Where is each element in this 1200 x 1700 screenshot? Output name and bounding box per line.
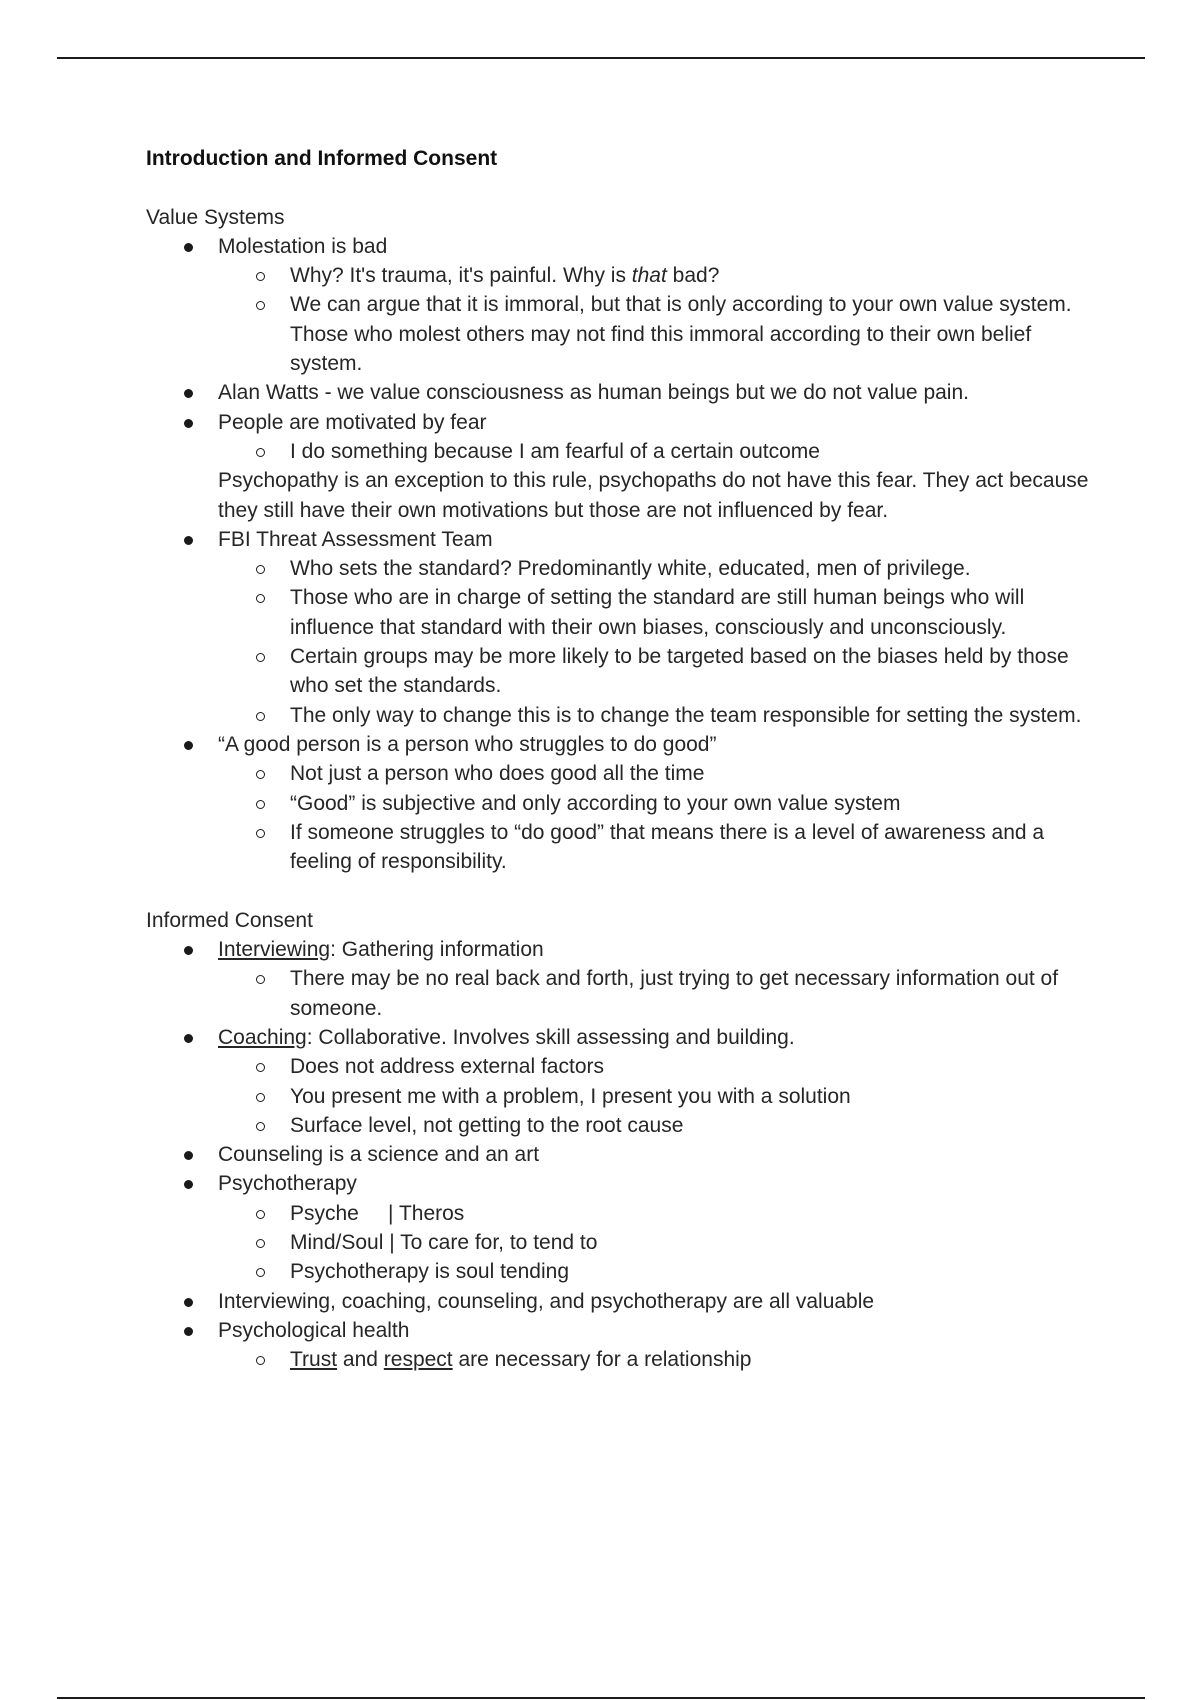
document-title: Introduction and Informed Consent xyxy=(146,147,498,170)
document-body xyxy=(146,144,1096,1374)
list-item-text: Who sets the standard? Predominantly white, educated, men of privilege. xyxy=(290,557,971,581)
sub-list xyxy=(218,964,1096,1023)
list-item-text: Mind/Soul | To care for, to tend to xyxy=(290,1230,598,1254)
sub-list xyxy=(218,1345,1096,1374)
sub-list-item xyxy=(218,583,1096,642)
sub-list xyxy=(218,759,1096,876)
sub-list-item xyxy=(218,818,1096,877)
list-item xyxy=(146,1316,1096,1375)
sub-list-item xyxy=(218,1228,1096,1257)
sub-list xyxy=(218,437,1096,466)
section-heading-informed-consent: Informed Consent xyxy=(146,908,313,932)
list-item-text: Alan Watts - we value consciousness as human beings but we do not value pain. xyxy=(218,381,969,405)
list-item-text: Psychological health xyxy=(218,1318,410,1342)
sub-list-item xyxy=(218,1082,1096,1111)
underlined-term: Trust xyxy=(290,1348,338,1372)
list-item-text: People are motivated by fear xyxy=(218,410,487,434)
sub-list-item xyxy=(218,759,1096,788)
sub-list-item xyxy=(218,642,1096,701)
list-item-text: Trust and respect are necessary for a relationship xyxy=(290,1348,752,1372)
list-item-text: I do something because I am fearful of a certain outcome xyxy=(290,439,820,463)
list-item-text: “A good person is a person who struggles to do good” xyxy=(218,732,717,756)
list-item-text: There may be no real back and forth, just trying to get necessary information out of someone. xyxy=(290,967,1059,1020)
list-item-text: We can argue that it is immoral, but that is only according to your own value system. Those who molest others may not find this immoral according to their own belief system. xyxy=(290,293,1072,376)
sub-list-item xyxy=(218,701,1096,730)
list-item xyxy=(146,1140,1096,1169)
sub-list-item xyxy=(218,964,1096,1023)
list-item-text: You present me with a problem, I present you with a solution xyxy=(290,1084,851,1108)
list-item-text: Psychotherapy xyxy=(218,1172,357,1196)
sub-list xyxy=(218,554,1096,730)
list-item-text: Coaching: Collaborative. Involves skill assessing and building. xyxy=(218,1025,795,1049)
list-item xyxy=(146,1169,1096,1286)
list-item xyxy=(146,1023,1096,1140)
list-item xyxy=(146,232,1096,378)
list-item xyxy=(146,730,1096,876)
list-item-text: Surface level, not getting to the root cause xyxy=(290,1113,684,1137)
value-systems-list xyxy=(146,232,1096,877)
sub-list-item xyxy=(218,554,1096,583)
sub-list-item xyxy=(218,789,1096,818)
list-item-text: If someone struggles to “do good” that means there is a level of awareness and a feeling of responsibility. xyxy=(290,820,1045,874)
list-item-text: Psychotherapy is soul tending xyxy=(290,1260,569,1284)
list-item-text: The only way to change this is to change the team responsible for setting the system. xyxy=(290,703,1082,727)
informed-consent-list xyxy=(146,935,1096,1374)
sub-list-item xyxy=(218,437,1096,466)
list-item-text: “Good” is subjective and only according to your own value system xyxy=(290,791,901,815)
list-item xyxy=(146,408,1096,525)
spacer xyxy=(146,173,1096,202)
sub-list-item xyxy=(218,261,1096,290)
underlined-term: respect xyxy=(383,1348,453,1372)
list-item-text: Molestation is bad xyxy=(218,234,388,258)
underlined-term: Coaching xyxy=(218,1025,307,1049)
sub-list xyxy=(218,261,1096,378)
list-item xyxy=(146,378,1096,407)
continuation-paragraph: Psychopathy is an exception to this rule, psychopaths do not have this fear. They act because they still have their own motivations but those are not influenced by fear. xyxy=(218,469,1089,522)
sub-list-item xyxy=(218,1052,1096,1081)
header-rule xyxy=(57,57,1145,59)
list-item-text: FBI Threat Assessment Team xyxy=(218,527,493,551)
list-item-text: Not just a person who does good all the time xyxy=(290,762,705,786)
list-item-text: Counseling is a science and an art xyxy=(218,1143,540,1167)
list-item-text: Those who are in charge of setting the standard are still human beings who will influence that standard with their own biases, consciously and unconsciously. xyxy=(290,586,1025,639)
list-item xyxy=(146,525,1096,730)
list-item xyxy=(146,1287,1096,1316)
list-item-text: Interviewing, coaching, counseling, and psychotherapy are all valuable xyxy=(218,1289,875,1313)
sub-list xyxy=(218,1199,1096,1287)
list-item-text: Psyche | Theros xyxy=(290,1201,465,1225)
sub-list-item xyxy=(218,1199,1096,1228)
emphasis-text: that xyxy=(631,264,667,288)
sub-list-item xyxy=(218,290,1096,378)
list-item-text: Does not address external factors xyxy=(290,1055,604,1079)
underlined-term: Interviewing xyxy=(218,938,331,962)
list-item-text: Interviewing: Gathering information xyxy=(218,938,544,962)
sub-list-item xyxy=(218,1257,1096,1286)
section-heading-value-systems: Value Systems xyxy=(146,205,285,229)
spacer xyxy=(146,876,1096,905)
list-item-text: Certain groups may be more likely to be targeted based on the biases held by those who set the standards. xyxy=(290,645,1069,698)
sub-list-item xyxy=(218,1345,1096,1374)
list-item xyxy=(146,935,1096,1023)
list-item-text: Why? It's trauma, it's painful. Why is that bad? xyxy=(290,264,720,288)
sub-list xyxy=(218,1052,1096,1140)
footer-rule xyxy=(57,1697,1145,1699)
sub-list-item xyxy=(218,1111,1096,1140)
